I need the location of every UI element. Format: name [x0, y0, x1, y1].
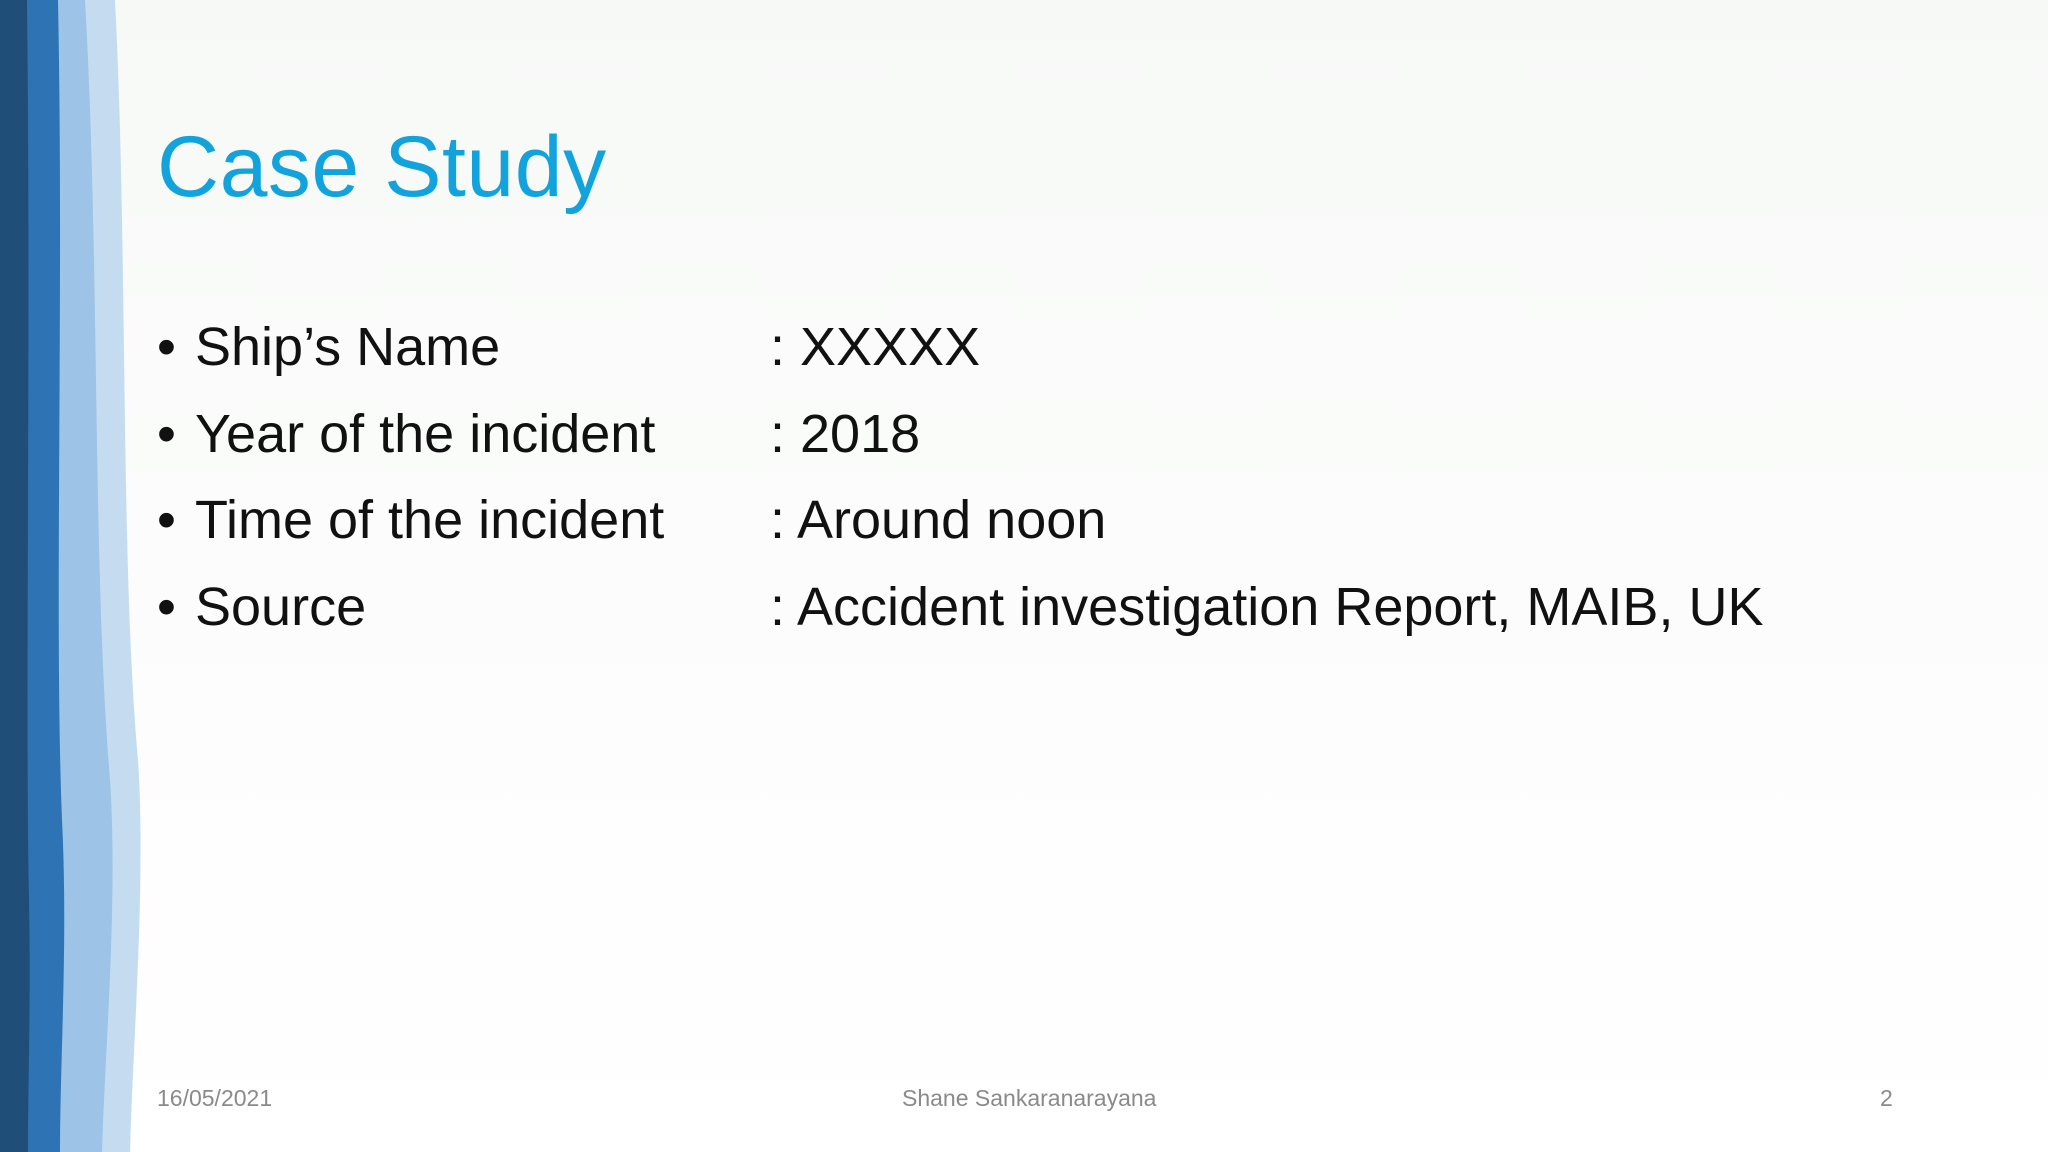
- item-value: : XXXXX: [770, 317, 981, 377]
- bullet-icon: •: [157, 576, 176, 637]
- list-item: [157, 477, 2007, 564]
- list-item: [157, 304, 2007, 391]
- slide-title: Case Study: [157, 119, 607, 215]
- item-label: Source: [195, 576, 367, 637]
- decorative-side-bands: [0, 0, 160, 1152]
- list-item: [157, 564, 2007, 651]
- footer-page-number: 2: [1880, 1085, 1893, 1111]
- item-label: Year of the incident: [195, 403, 656, 464]
- item-value: : Around noon: [770, 490, 1107, 550]
- bullet-list: [157, 304, 2007, 650]
- footer-date: 16/05/2021: [157, 1085, 273, 1111]
- item-value: : Accident investigation Report, MAIB, UK: [770, 576, 1764, 637]
- list-item: [157, 391, 2007, 478]
- bullet-icon: •: [157, 490, 176, 550]
- bullet-icon: •: [157, 403, 176, 464]
- item-label: Ship’s Name: [195, 317, 501, 377]
- bullet-icon: •: [157, 317, 176, 377]
- item-label: Time of the incident: [195, 490, 665, 550]
- footer-author: Shane Sankaranarayana: [902, 1085, 1157, 1111]
- item-value: : 2018: [770, 403, 921, 464]
- band-dark: [0, 0, 30, 1152]
